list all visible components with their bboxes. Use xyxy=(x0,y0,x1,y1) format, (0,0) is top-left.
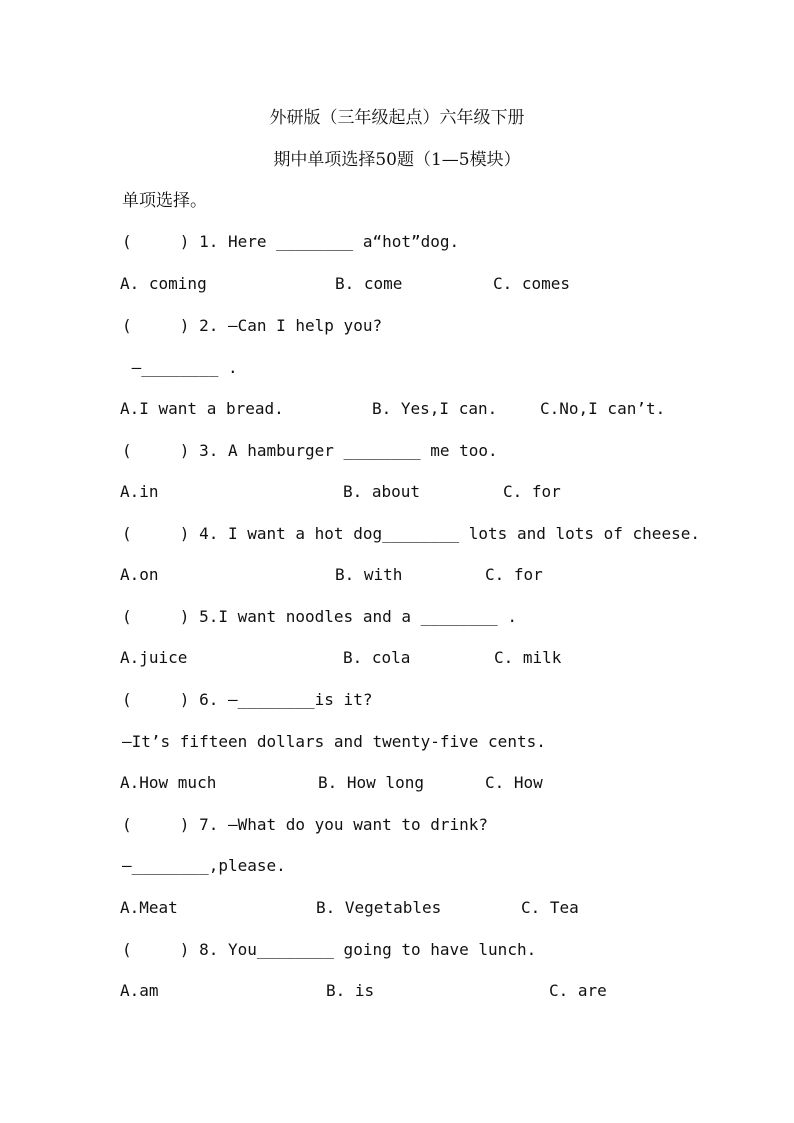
question-8-option-b: B. is xyxy=(326,981,375,1000)
question-1-stem: ( ) 1. Here ________ a“hot”dog. xyxy=(122,232,460,251)
document-title: 外研版（三年级起点）六年级下册 xyxy=(269,108,525,128)
question-3-option-b: B. about xyxy=(343,482,421,501)
question-4-stem: ( ) 4. I want a hot dog________ lots and lots of cheese. xyxy=(122,524,700,543)
question-3-stem: ( ) 3. A hamburger ________ me too. xyxy=(122,441,498,460)
question-4-option-c: C. for xyxy=(485,565,543,584)
question-1-option-b: B. come xyxy=(335,274,403,293)
question-1-option-a: A. coming xyxy=(120,274,207,293)
question-7-reply: —________,please. xyxy=(122,856,286,875)
question-5-stem: ( ) 5.I want noodles and a ________ . xyxy=(122,607,517,626)
question-6-reply: —It’s fifteen dollars and twenty-five cents. xyxy=(122,732,546,751)
question-5-option-c: C. milk xyxy=(494,648,562,667)
question-7-stem: ( ) 7. —What do you want to drink? xyxy=(122,815,489,834)
question-4-option-a: A.on xyxy=(120,565,159,584)
question-2-option-b: B. Yes,I can. xyxy=(372,399,498,418)
question-2-reply: —________ . xyxy=(122,358,238,377)
question-4-option-b: B. with xyxy=(335,565,403,584)
question-6-option-a: A.How much xyxy=(120,773,217,792)
question-5-option-a: A.juice xyxy=(120,648,188,667)
question-2-option-a: A.I want a bread. xyxy=(120,399,284,418)
question-6-stem: ( ) 6. —________is it? xyxy=(122,690,373,709)
question-5-option-b: B. cola xyxy=(343,648,411,667)
question-2-stem: ( ) 2. —Can I help you? xyxy=(122,316,383,335)
question-7-option-b: B. Vegetables xyxy=(316,898,442,917)
question-7-option-a: A.Meat xyxy=(120,898,178,917)
document-subtitle: 期中单项选择50题（1—5模块） xyxy=(273,150,521,170)
question-3-option-c: C. for xyxy=(503,482,561,501)
question-6-option-c: C. How xyxy=(485,773,543,792)
question-7-option-c: C. Tea xyxy=(521,898,579,917)
question-6-option-b: B. How long xyxy=(318,773,424,792)
question-8-stem: ( ) 8. You________ going to have lunch. xyxy=(122,940,537,959)
question-8-option-a: A.am xyxy=(120,981,159,1000)
question-3-option-a: A.in xyxy=(120,482,159,501)
question-8-option-c: C. are xyxy=(549,981,607,1000)
question-2-option-c: C.No,I can’t. xyxy=(540,399,666,418)
section-heading: 单项选择。 xyxy=(122,191,207,211)
question-1-option-c: C. comes xyxy=(493,274,571,293)
